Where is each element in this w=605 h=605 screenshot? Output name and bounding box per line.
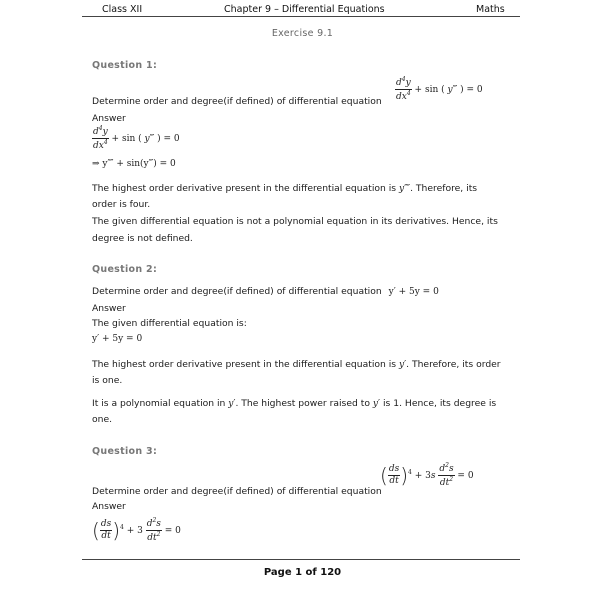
footer-rule [82,559,520,560]
question-2-title: Question 2: [92,264,158,275]
q1-answer-label: Answer [92,113,126,124]
q3-answer-label: Answer [92,501,126,512]
q1-para1-line2: order is four. [92,199,151,210]
q3-answer-eq: ( $\frac{ds}{dt}$ )$^4$ + 3 $\frac{d^2s}{dt^2}$ = 0 [92,517,181,543]
q1-prompt: Determine order and degree(if defined) of differential equation [92,96,382,107]
page-header [82,0,520,17]
q1-answer-eq2: ⇒ y⁗ + sin(y‴) = 0 [92,159,176,169]
q2-equation: y′ + 5y = 0 [388,287,439,297]
q1-para2-line1: The given differential equation is not a polynomial equation in its derivatives. Hence, its [92,216,498,227]
q2-para1-line2: is one. [92,375,123,386]
q1-para1-line1: The highest order derivative present in the differential equation is y⁗. Therefore, its [92,183,478,194]
q1-answer-eq1: $\frac{d^4y}{dx^4}$ + sin ( y‴ ) = 0 [93,125,180,151]
header-chapter: Chapter 9 – Differential Equations [224,4,385,15]
q3-equation: ( $\frac{ds}{dt}$ )$^4$ + 3s $\frac{d^2s}{dt^2}$ = 0 [380,462,474,488]
question-1-title: Question 1: [92,60,158,71]
q2-answer-label: Answer [92,303,126,314]
q1-para2-line2: degree is not defined. [92,233,193,244]
q2-para1-line1: The highest order derivative present in the differential equation is y′. Therefore, its order [92,359,501,370]
page-number: Page 1 of 120 [263,567,342,578]
exercise-title: Exercise 9.1 [271,28,334,39]
q1-equation: $\frac{d^4y}{dx^4}$ + sin ( y‴ ) = 0 [396,76,483,102]
q3-prompt: Determine order and degree(if defined) of differential equation [92,486,382,497]
q2-given: The given differential equation is: [92,318,247,329]
q2-prompt-line: Determine order and degree(if defined) of differential equation y′ + 5y = 0 [92,286,439,297]
q2-answer-eq: y′ + 5y = 0 [92,334,143,344]
header-subject: Maths [476,4,505,15]
question-3-title: Question 3: [92,446,158,457]
q2-para2-line2: one. [92,414,113,425]
header-class: Class XII [102,4,143,15]
q2-para2-line1: It is a polynomial equation in y′. The highest power raised to y′ is 1. Hence, its degree is [92,398,497,409]
